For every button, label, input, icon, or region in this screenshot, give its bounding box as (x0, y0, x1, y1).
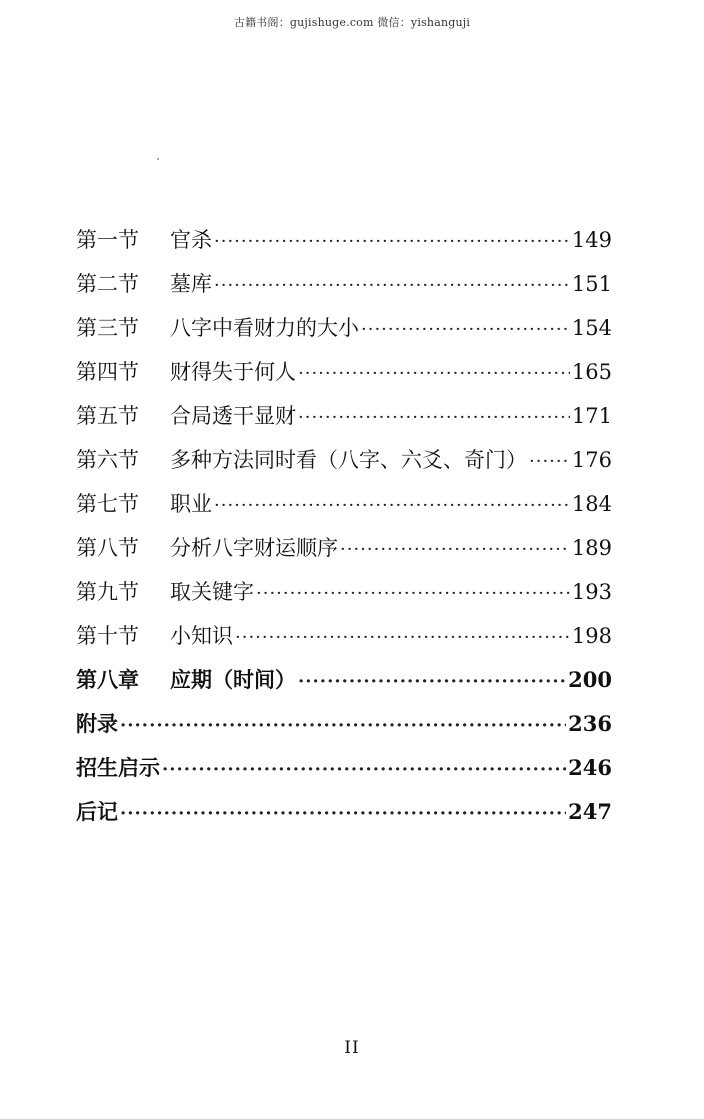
toc-entry-number: 第一节 (76, 228, 139, 252)
watermark-header: 古籍书阁：gujishuge.com 微信：yishanguji (233, 16, 471, 29)
toc-entry-title: 附录 (76, 711, 118, 736)
toc-entry-title: 官杀 (170, 228, 212, 252)
toc-entry (76, 658, 612, 702)
toc-entry-number: 第二节 (76, 272, 139, 296)
dot-leader (162, 748, 566, 792)
dot-leader (529, 440, 570, 484)
toc-entry-number: 第十节 (76, 624, 139, 648)
dot-leader (214, 220, 570, 264)
toc-entry (76, 482, 612, 526)
dot-leader (120, 792, 566, 836)
toc-entry-number: 第五节 (76, 404, 139, 428)
table-of-contents (76, 218, 612, 834)
dot-leader (298, 660, 566, 704)
toc-entry-title: 合局透干显财 (170, 404, 296, 428)
toc-entry (76, 746, 612, 790)
toc-entry-title: 八字中看财力的大小 (170, 316, 359, 340)
toc-entry-title: 取关键字 (170, 580, 254, 604)
toc-entry-number: 第八节 (76, 536, 139, 560)
dot-leader (214, 484, 570, 528)
toc-entry-number: 第八章 (76, 667, 139, 692)
dot-leader (235, 616, 570, 660)
toc-entry-page: 247 (568, 799, 612, 824)
scan-speck (157, 158, 159, 160)
toc-entry-title: 财得失于何人 (170, 360, 296, 384)
toc-entry (76, 614, 612, 658)
toc-entry (76, 262, 612, 306)
toc-entry (76, 526, 612, 570)
toc-entry-number: 第七节 (76, 492, 139, 516)
toc-entry-number: 第六节 (76, 448, 139, 472)
toc-entry-page: 246 (568, 755, 612, 780)
toc-entry-title: 墓库 (170, 272, 212, 296)
dot-leader (298, 396, 570, 440)
toc-entry-number: 第四节 (76, 360, 139, 384)
page-number: II (344, 1038, 360, 1058)
toc-entry (76, 702, 612, 746)
toc-entry (76, 570, 612, 614)
toc-entry-title: 应期（时间） (170, 667, 296, 692)
toc-entry (76, 790, 612, 834)
toc-entry-page: 184 (571, 492, 612, 516)
dot-leader (214, 264, 570, 308)
toc-entry-page: 154 (571, 316, 612, 340)
toc-entry-title: 小知识 (170, 624, 233, 648)
toc-entry-title: 后记 (76, 799, 118, 824)
toc-entry (76, 350, 612, 394)
toc-entry-title: 招生启示 (76, 755, 160, 780)
dot-leader (256, 572, 570, 616)
toc-entry-page: 193 (571, 580, 612, 604)
dot-leader (361, 308, 570, 352)
dot-leader (298, 352, 570, 396)
toc-entry (76, 218, 612, 262)
toc-entry-page: 149 (571, 228, 612, 252)
toc-entry-number: 第三节 (76, 316, 139, 340)
toc-entry (76, 306, 612, 350)
toc-entry-title: 职业 (170, 492, 212, 516)
toc-entry-page: 176 (571, 448, 612, 472)
toc-entry-page: 189 (571, 536, 612, 560)
toc-entry (76, 438, 612, 482)
dot-leader (340, 528, 570, 572)
toc-entry-number: 第九节 (76, 580, 139, 604)
toc-entry-page: 200 (568, 667, 612, 692)
dot-leader (120, 704, 566, 748)
toc-entry-title: 多种方法同时看（八字、六爻、奇门） (170, 448, 527, 472)
toc-entry-page: 236 (568, 711, 612, 736)
toc-entry-page: 171 (571, 404, 612, 428)
toc-entry-page: 165 (571, 360, 612, 384)
toc-entry-page: 198 (571, 624, 612, 648)
toc-entry (76, 394, 612, 438)
toc-entry-title: 分析八字财运顺序 (170, 536, 338, 560)
toc-entry-page: 151 (571, 272, 612, 296)
